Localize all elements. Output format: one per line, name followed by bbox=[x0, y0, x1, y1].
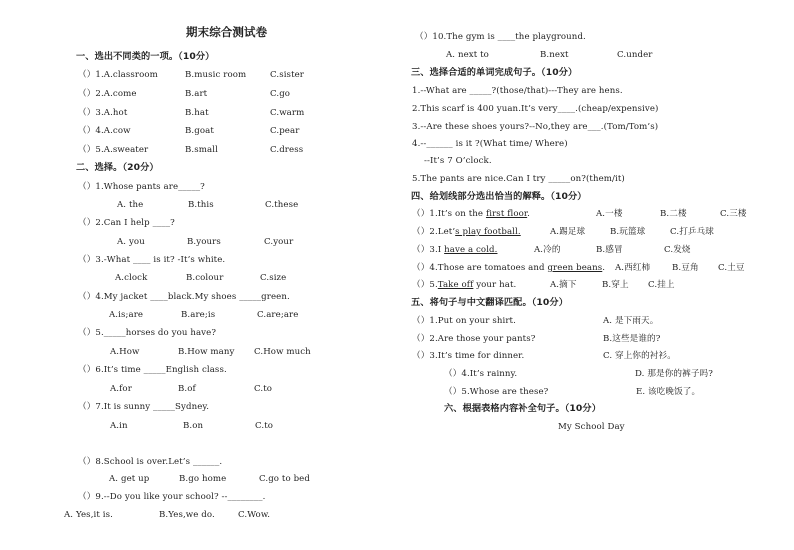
p1-question: （）5.A.sweater B.small C.dress bbox=[78, 145, 304, 155]
p4-question: （）4.Those are tomatoes and green beans. A.西红柿 B.豆角 C.土豆 bbox=[412, 263, 745, 273]
section-1-heading: 一、选出不同类的一项。（10分） bbox=[76, 51, 215, 62]
p3-sentence: 4.--______ is it ?(What time/ Where) bbox=[412, 139, 568, 149]
p5-question: （）2.Are those your pants? B.这些是谁的? bbox=[412, 334, 661, 344]
p2-options: A. you B.yours C.your bbox=[117, 237, 294, 247]
p1-question: （）3.A.hot B.hat C.warm bbox=[78, 108, 305, 118]
section-3-heading: 三、选择合适的单词完成句子。（10分） bbox=[411, 67, 578, 78]
p1-question: （）2.A.come B.art C.go bbox=[78, 89, 291, 99]
p4-question: （）5.Take off your hat. A.摘下 B.穿上 C.挂上 bbox=[412, 280, 675, 290]
p5-question: （）1.Put on your shirt. A. 是下雨天。 bbox=[412, 316, 659, 326]
p2-options: A.clock B.colour C.size bbox=[115, 273, 287, 283]
p1-question: （）1.A.classroom B.music room C.sister bbox=[78, 70, 305, 80]
p2-question: （）8.School is over.Let’s ______. bbox=[78, 457, 223, 467]
p5-question: （）4.It’s rainny. D. 那是你的裤子吗? bbox=[444, 369, 713, 379]
section-2-heading: 二、选择。（20分） bbox=[76, 162, 159, 173]
section-5-heading: 五、将句子与中文翻译匹配。（10分） bbox=[411, 297, 568, 308]
p2-options: A. get up B.go home C.go to bed bbox=[109, 474, 310, 484]
p2-question: （）9.--Do you like your school? --________. bbox=[78, 492, 266, 502]
p2-options: A.How B.How many C.How much bbox=[110, 347, 311, 357]
p1-question: （）4.A.cow B.goat C.pear bbox=[78, 126, 300, 136]
p2-question: （）1.Whose pants are_____? bbox=[78, 182, 205, 192]
p2-question: （）3.-What ____ is it? -It’s white. bbox=[78, 255, 226, 265]
p2-question: （）4.My jacket ____black.My shoes _____green. bbox=[78, 292, 290, 302]
p2-options: A.for B.of C.to bbox=[110, 384, 273, 394]
p2-question: （）6.It’s time _____English class. bbox=[78, 365, 227, 375]
p2-options: A. the B.this C.these bbox=[117, 200, 299, 210]
p2-question: （）10.The gym is ____the playground. bbox=[415, 32, 586, 42]
p4-question: （）3.I have a cold. A.冷的 B.感冒 C.发烧 bbox=[412, 245, 691, 255]
p2-question: （）2.Can I help ____? bbox=[78, 218, 175, 228]
p2-options: A. next to B.next C.under bbox=[446, 50, 653, 60]
p3-sentence: 2.This scarf is 400 yuan.It’s very____.(cheap/expensive) bbox=[412, 104, 659, 114]
p5-question: （）3.It’s time for dinner. C. 穿上你的衬衫。 bbox=[412, 351, 676, 361]
p4-question: （）1.It’s on the first floor. A.一楼 B.二楼 C.三楼 bbox=[412, 209, 747, 219]
p3-sentence: --It’s 7 O’clock. bbox=[424, 156, 492, 166]
p3-sentence: 5.The pants are nice.Can I try _____on?(them/it) bbox=[412, 174, 625, 184]
section-4-heading: 四、给划线部分选出恰当的解释。（10分） bbox=[411, 191, 587, 202]
p5-question: （）5.Whose are these? E. 该吃晚饭了。 bbox=[444, 387, 701, 397]
p4-question: （）2.Let’s play football. A.踢足球 B.玩篮球 C.打乒乓球 bbox=[412, 227, 714, 237]
page-title: 期末综合测试卷 bbox=[186, 25, 268, 39]
p2-question: （）5._____horses do you have? bbox=[78, 328, 217, 338]
p2-options: A.in B.on C.to bbox=[110, 421, 274, 431]
section-6-heading: 六、根据表格内容补全句子。（10分） bbox=[444, 403, 601, 414]
p2-options: A. Yes,it is. B.Yes,we do. C.Wow. bbox=[64, 510, 271, 520]
p3-sentence: 3.--Are these shoes yours?--No,they are___.(Tom/Tom’s) bbox=[412, 122, 659, 132]
p3-sentence: 1.--What are _____?(those/that)---They are hens. bbox=[412, 86, 623, 96]
p2-question: （）7.It is sunny _____Sydney. bbox=[78, 402, 210, 412]
table-caption: My School Day bbox=[558, 422, 625, 432]
p2-options: A.is;are B.are;is C.are;are bbox=[109, 310, 299, 320]
